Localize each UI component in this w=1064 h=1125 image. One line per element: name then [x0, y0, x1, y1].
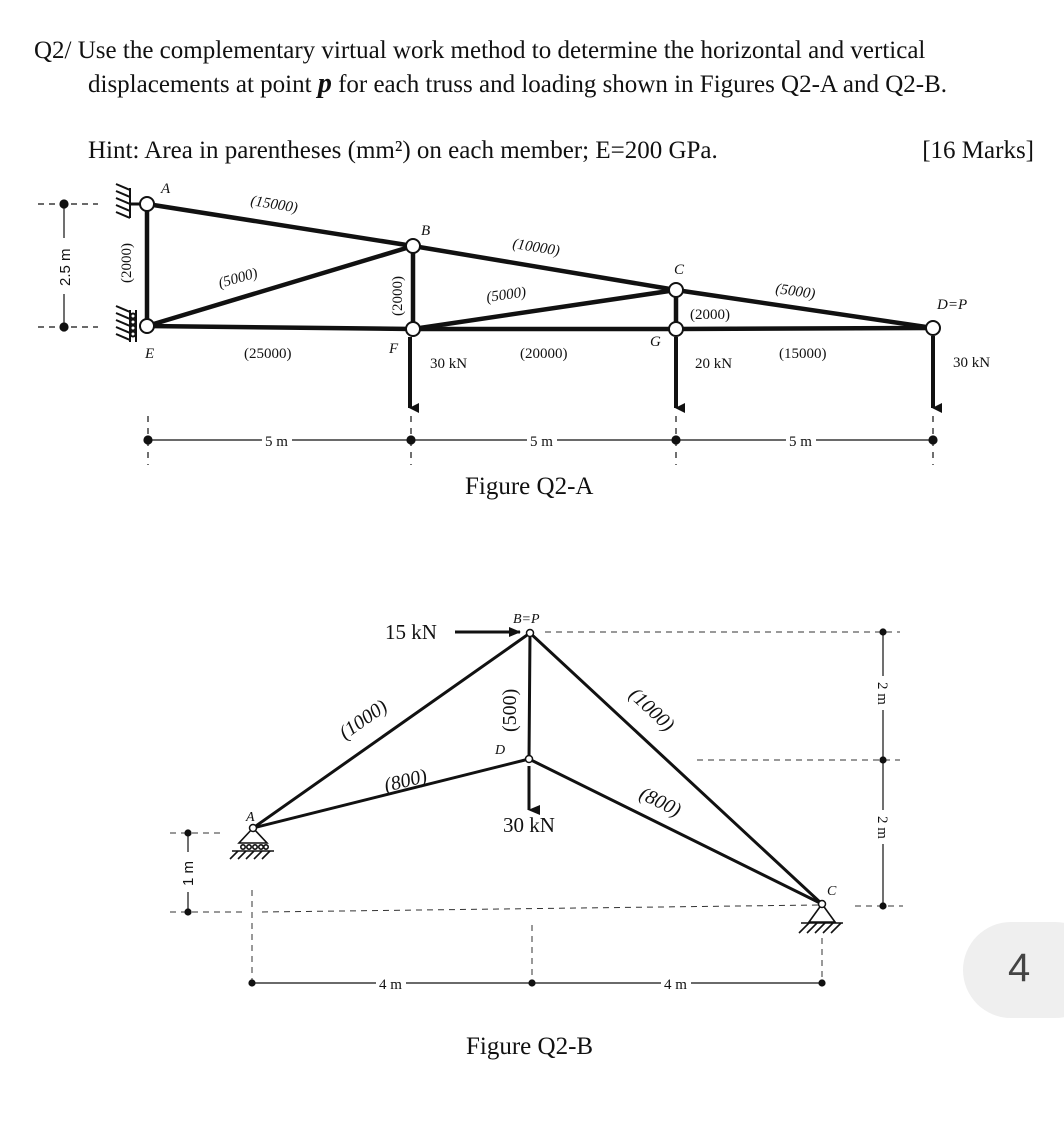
joint-a [140, 197, 154, 211]
point-symbol: p [317, 68, 332, 99]
area-bd-b: (500) [499, 688, 521, 732]
area-bc-b: (1000) [624, 683, 679, 737]
joint-e [140, 319, 154, 333]
area-cg: (2000) [690, 307, 730, 323]
node-label-g: G [650, 334, 661, 350]
area-ab-b: (1000) [335, 695, 392, 745]
joint-b-b [527, 630, 534, 637]
support-c-b [799, 904, 843, 933]
figure-a-drawing [0, 170, 1064, 510]
node-label-c-b: C [827, 884, 837, 899]
area-ab: (15000) [249, 193, 299, 217]
dimension-label-span-3: 5 m [789, 434, 812, 450]
joint-c [669, 283, 683, 297]
member-ef [147, 326, 413, 329]
dimension-label-span-2: 5 m [530, 434, 553, 450]
joint-f [406, 322, 420, 336]
area-bf: (2000) [390, 276, 406, 316]
node-label-f: F [389, 341, 399, 357]
area-ae: (2000) [119, 243, 135, 283]
question-text [34, 34, 1036, 101]
hint-row [88, 134, 1034, 167]
page-number: 4 [1008, 946, 1031, 990]
member-eb [147, 246, 413, 326]
figure-q2-b [0, 600, 1064, 1070]
dimension-label-span-1: 5 m [265, 434, 288, 450]
member-bd-b [529, 633, 530, 759]
load-label-horizontal: 15 kN [385, 620, 437, 644]
joint-g [669, 322, 683, 336]
question-number: Q2/ [34, 37, 72, 64]
figure-q2-a [0, 170, 1064, 510]
area-cd: (5000) [774, 281, 817, 303]
marks: [16 Marks] [922, 137, 1034, 164]
node-label-c: C [674, 262, 685, 278]
area-bc: (10000) [511, 236, 561, 260]
joint-c-b [819, 901, 826, 908]
dimension-label-height: 2.5 m [57, 248, 74, 286]
area-fc: (5000) [485, 284, 528, 306]
load-label-vertical: 30 kN [503, 813, 555, 837]
load-label-f: 30 kN [430, 356, 468, 372]
hint-text: Hint: Area in parentheses (mm²) on each member; E=200 GPa. [88, 137, 718, 164]
member-gd [676, 328, 933, 329]
node-label-a: A [161, 181, 171, 197]
node-label-d-b: D [495, 743, 506, 758]
support-e [116, 306, 136, 342]
joint-a-b [250, 825, 257, 832]
dimension-label-lower: 2 m [874, 816, 890, 839]
area-dc-b: (800) [635, 782, 685, 822]
node-label-b: B [421, 223, 431, 239]
member-fc [413, 290, 676, 329]
joint-d [926, 321, 940, 335]
dimension-label-left: 1 m [180, 860, 197, 886]
node-label-b-b: B=P [513, 612, 540, 627]
dimension-right-b [880, 629, 886, 909]
figure-b-drawing [0, 600, 1064, 1070]
joint-b [406, 239, 420, 253]
member-ab-b [253, 633, 530, 828]
node-label-d: D=P [937, 297, 968, 313]
joint-d-b [526, 756, 533, 763]
question-line-1: Q2/ Use the complementary virtual work method to determine the horizontal and vertical [34, 37, 926, 64]
area-fg: (20000) [520, 346, 568, 362]
page-number-badge[interactable] [963, 922, 1064, 1018]
member-dc-b [529, 759, 822, 904]
figure-b-caption: Figure Q2-B [466, 1033, 594, 1060]
dimension-bottom-b [249, 980, 825, 986]
figure-a-caption: Figure Q2-A [465, 473, 594, 500]
load-label-g: 20 kN [695, 356, 733, 372]
dimension-label-span-2-b: 4 m [664, 977, 687, 993]
member-bc-b [530, 633, 822, 904]
dimension-label-upper: 2 m [874, 682, 890, 705]
node-label-a-b: A [246, 810, 255, 825]
area-gd: (15000) [779, 346, 827, 362]
dimension-label-span-1-b: 4 m [379, 977, 402, 993]
area-ef: (25000) [244, 346, 292, 362]
support-a-b [230, 828, 274, 859]
area-eb: (5000) [216, 265, 260, 292]
area-ad-b: (800) [381, 765, 430, 797]
load-label-d: 30 kN [953, 355, 991, 371]
node-label-e: E [145, 346, 155, 362]
question-body: displacements at point p for each truss and loading shown in Figures Q2-A and Q2-B. [88, 68, 947, 99]
